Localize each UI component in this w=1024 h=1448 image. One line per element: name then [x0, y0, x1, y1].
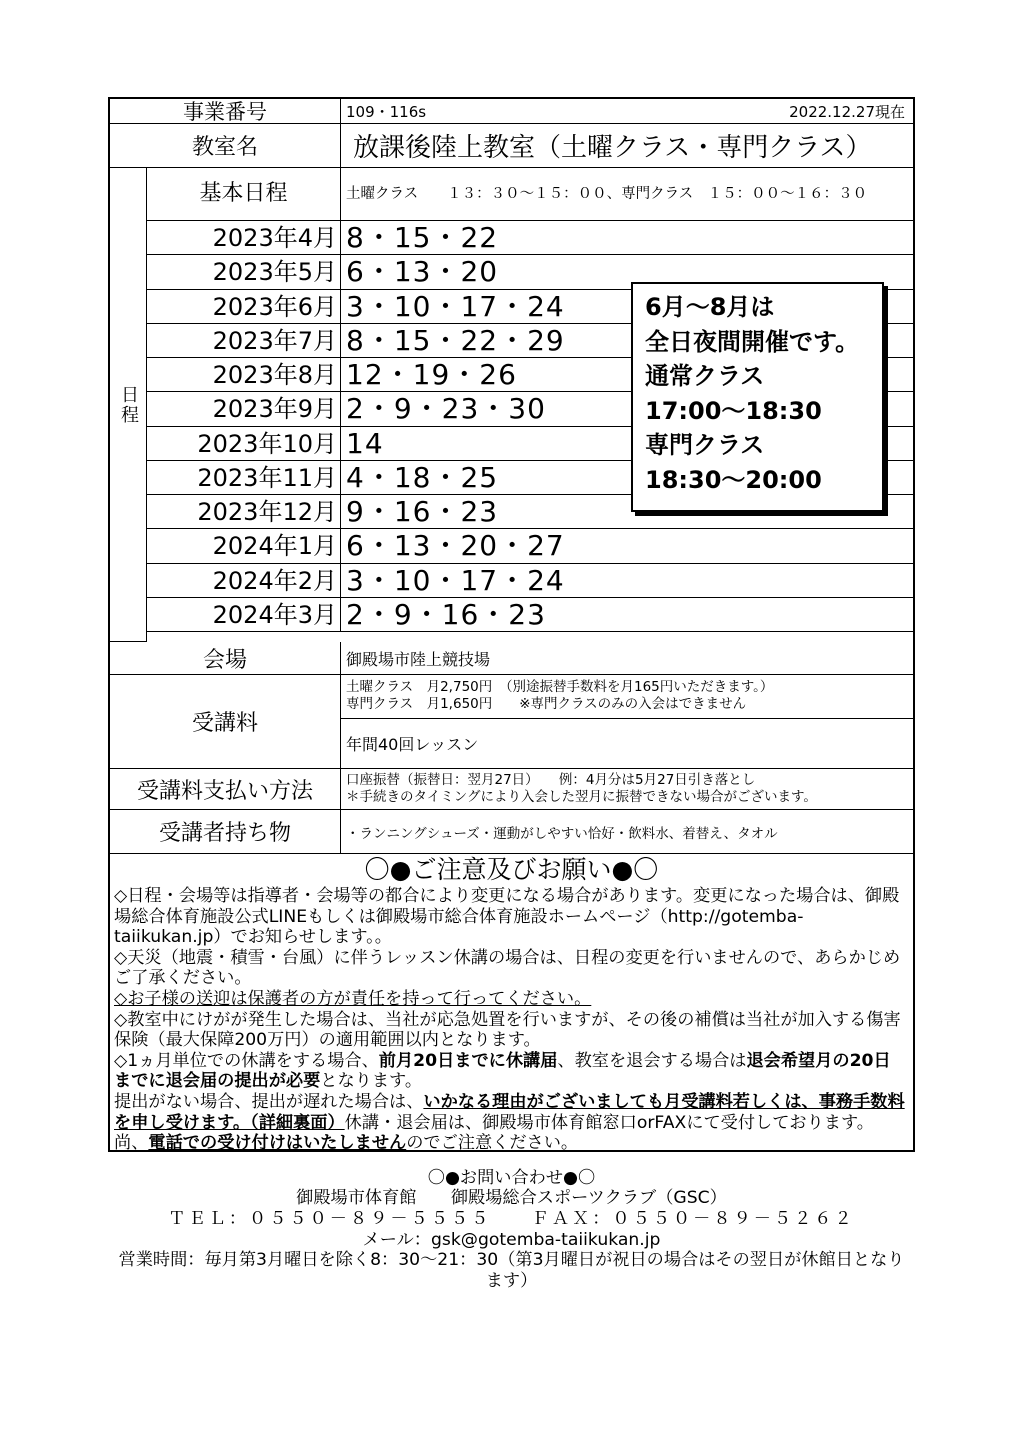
- schedule-month: 2023年5月: [147, 255, 341, 288]
- items-row: [110, 810, 913, 854]
- contact-hours: 営業時間：毎月第3月曜日を除く8：30～21：30（第3月曜日が祝日の場合はその翌日が休館日となります）: [118, 1250, 905, 1291]
- note-pickup: ◇お子様の送迎は保護者の方が責任を持って行ってください。: [114, 988, 592, 1009]
- schedule-month-row: [147, 529, 913, 563]
- basic-schedule-label: 基本日程: [147, 168, 341, 220]
- fee-label: 受講料: [110, 675, 341, 768]
- fee-line-specialist: 専門クラス 月1,650円 ※専門クラスのみの入会はできません: [346, 696, 747, 712]
- schedule-days: 8・15・22: [346, 221, 499, 254]
- project-number: 109・116s: [346, 102, 427, 121]
- notes-section: [110, 854, 913, 1291]
- fee-line-saturday: 土曜クラス 月2,750円 （別途振替手数料を月165円いただきます。）: [346, 679, 774, 695]
- class-name-row: [110, 124, 913, 168]
- schedule-month: 2023年9月: [147, 392, 341, 425]
- contact-heading: 〇●お問い合わせ●〇: [427, 1167, 596, 1188]
- schedule-month: 2024年3月: [147, 598, 341, 631]
- note-late-submission: 提出がない場合、提出が遅れた場合は、いかなる理由がございましても月受講料若しくは、事務手数料を申し受けます。（詳細裏面）休講・退会届は、御殿場市体育館窓口orFAXにて受付しております。尚、電話での受け付けはいたしませんのでご注意ください。: [114, 1091, 905, 1154]
- payment-label: 受講料支払い方法: [110, 769, 341, 809]
- callout-line: 6月～8月は: [645, 293, 775, 321]
- schedule-month-row: [147, 564, 913, 598]
- fee-lessons: 年間40回レッスン: [346, 735, 479, 754]
- as-of-date: 2022.12.27現在: [789, 102, 905, 121]
- note-leave: ◇1ヵ月単位での休講をする場合、前月20日までに休講届、教室を退会する場合は退会希望月の20日までに退会届の提出が必要となります。: [114, 1050, 891, 1092]
- basic-schedule-row: [147, 168, 913, 221]
- schedule-days: 8・15・22・29: [346, 323, 565, 357]
- contact-email: メール：gsk@gotemba-taiikukan.jp: [362, 1229, 661, 1250]
- fee-row: [110, 675, 913, 769]
- venue-label: 会場: [110, 642, 341, 674]
- schedule-month: 2023年12月: [147, 495, 341, 528]
- schedule-month-row: [147, 221, 913, 255]
- schedule-days: 3・10・17・24: [346, 563, 565, 597]
- contact-section: [110, 1168, 913, 1292]
- note-schedule-change: ◇日程・会場等は指導者・会場等の都合により変更になる場合があります。変更になった場合は、御殿場総合体育施設公式LINEもしくは御殿場市総合体育施設ホームページ（http://gotemba-taiikukan.jp）でお知らせします。。: [114, 886, 900, 948]
- payment-line-2: ＊手続きのタイミングにより入会した翌月に振替できない場合がございます。: [346, 789, 817, 805]
- callout-line: 17:00～18:30: [645, 396, 822, 425]
- flyer-document: [108, 97, 915, 1291]
- contact-phones: ＴＥＬ：０５５０－８９－５５５５ ＦＡＸ：０５５０－８９－５２６２: [168, 1208, 855, 1229]
- schedule-month: 2023年4月: [147, 221, 341, 254]
- summer-schedule-callout: [631, 282, 884, 512]
- schedule-month: 2024年2月: [147, 564, 341, 597]
- schedule-month: 2024年1月: [147, 529, 341, 562]
- schedule-month: 2023年6月: [147, 290, 341, 323]
- project-label: 事業番号: [110, 99, 341, 123]
- schedule-days: 6・13・20・27: [346, 529, 565, 563]
- schedule-month-row: [147, 598, 913, 632]
- schedule-month: 2023年11月: [147, 461, 341, 494]
- schedule-days: 2・9・16・23: [346, 597, 546, 631]
- project-number-row: [110, 99, 913, 124]
- contact-orgs: 御殿場市体育館 御殿場総合スポーツクラブ（GSC）: [296, 1188, 727, 1209]
- basic-schedule-value: 土曜クラス １３：３０～１５：００、専門クラス １５：００～１６：３０: [346, 186, 868, 202]
- payment-row: [110, 769, 913, 810]
- schedule-month: 2023年7月: [147, 324, 341, 357]
- schedule-days: 4・18・25: [346, 460, 499, 494]
- schedule-month: 2023年8月: [147, 358, 341, 391]
- callout-line: 専門クラス: [645, 431, 765, 459]
- note-injury: ◇教室中にけがが発生した場合は、当社が応急処置を行いますが、その後の補償は当社が加入する傷害保険（最大保障200万円）の適用範囲以内となります。: [114, 1009, 901, 1051]
- callout-line: 通常クラス: [645, 362, 765, 390]
- schedule-month: 2023年10月: [147, 427, 341, 460]
- schedule-days: 12・19・26: [346, 358, 517, 391]
- class-label: 教室名: [110, 124, 341, 167]
- venue-row: [110, 642, 913, 675]
- schedule-days: 9・16・23: [346, 495, 499, 528]
- callout-line: 全日夜間開催です。: [645, 327, 860, 356]
- payment-line-1: 口座振替（振替日：翌月27日） 例：4月分は5月27日引き落とし: [346, 772, 756, 788]
- items-label: 受講者持ち物: [110, 810, 341, 853]
- notes-body: [110, 886, 913, 1154]
- schedule-days: 6・13・20: [346, 255, 499, 289]
- notes-heading: 〇●ご注意及びお願い●〇: [364, 855, 659, 884]
- venue-value: 御殿場市陸上競技場: [346, 649, 491, 669]
- schedule-side-label: 日程: [110, 168, 147, 642]
- class-name: 放課後陸上教室（土曜クラス・専門クラス）: [353, 133, 872, 163]
- schedule-days: 2・9・23・30: [346, 392, 546, 426]
- callout-line: 18:30～20:00: [645, 465, 822, 494]
- note-weather: ◇天災（地震・積雪・台風）に伴うレッスン休講の場合は、日程の変更を行いませんので、あらかじめご了承ください。: [114, 947, 901, 989]
- schedule-days: 14: [346, 426, 384, 460]
- schedule-days: 3・10・17・24: [346, 289, 565, 323]
- items-value: ・ランニングシューズ・運動がしやすい恰好・飲料水、着替え、タオル: [346, 825, 778, 842]
